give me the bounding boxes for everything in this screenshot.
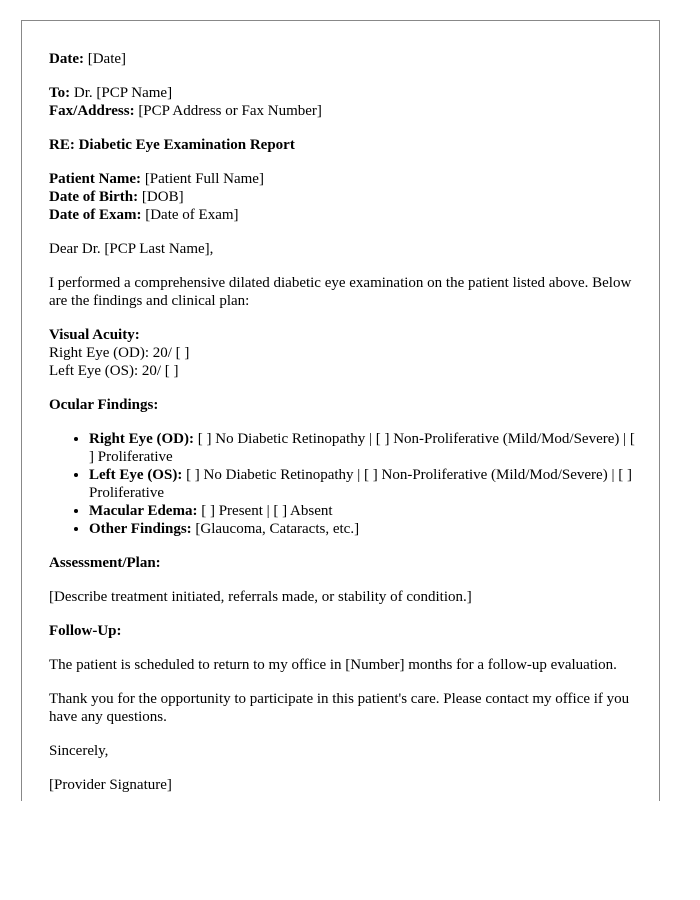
- finding-item-macular-edema: [89, 502, 639, 520]
- follow-up-heading: [49, 622, 639, 640]
- date-line: [49, 50, 639, 68]
- ocular-findings-title: Ocular Findings:: [49, 397, 159, 413]
- fax-value: [PCP Address or Fax Number]: [138, 103, 322, 119]
- finding-text: [ ] No Diabetic Retinopathy | [ ] Non-Proliferative (Mild/Mod/Severe) | [ ] Proliferative: [89, 467, 632, 501]
- finding-label: Right Eye (OD):: [89, 431, 194, 447]
- closing: Sincerely,: [49, 743, 109, 759]
- finding-text: [ ] Present | [ ] Absent: [201, 503, 333, 519]
- date-label: Date:: [49, 51, 84, 67]
- fax-label: Fax/Address:: [49, 103, 135, 119]
- assessment-text: [Describe treatment initiated, referrals made, or stability of condition.]: [49, 589, 472, 605]
- finding-item-right-eye: [89, 430, 639, 466]
- assessment-title: Assessment/Plan:: [49, 555, 161, 571]
- patient-block: [49, 170, 639, 224]
- salutation: Dear Dr. [PCP Last Name],: [49, 241, 214, 257]
- visual-acuity-heading: Visual Acuity:: [49, 327, 140, 343]
- recipient-block: [49, 84, 639, 120]
- to-label: To:: [49, 85, 71, 101]
- follow-up-title: Follow-Up:: [49, 623, 122, 639]
- exam-date-label: Date of Exam:: [49, 207, 142, 223]
- finding-text: [Glaucoma, Cataracts, etc.]: [195, 521, 360, 537]
- visual-acuity-left: Left Eye (OS): 20/ [ ]: [49, 363, 179, 379]
- visual-acuity-right: Right Eye (OD): 20/ [ ]: [49, 345, 190, 361]
- finding-item-other: [89, 520, 639, 538]
- thanks-paragraph: Thank you for the opportunity to participate in this patient's care. Please contact my office if you have any questions.: [49, 691, 630, 725]
- finding-label: Left Eye (OS):: [89, 467, 183, 483]
- letter-page: [21, 20, 660, 801]
- ocular-findings-heading: [49, 396, 639, 414]
- finding-item-left-eye: [89, 466, 639, 502]
- re-line: [49, 136, 639, 154]
- patient-name-value: [Patient Full Name]: [144, 171, 264, 187]
- re-heading: RE: Diabetic Eye Examination Report: [49, 137, 295, 153]
- finding-label: Other Findings:: [89, 521, 192, 537]
- to-value: Dr. [PCP Name]: [73, 85, 173, 101]
- finding-label: Macular Edema:: [89, 503, 198, 519]
- assessment-heading: [49, 554, 639, 572]
- patient-name-label: Patient Name:: [49, 171, 142, 187]
- visual-acuity-block: [49, 326, 639, 380]
- follow-up-text: The patient is scheduled to return to my office in [Number] months for a follow-up evaluation.: [49, 657, 617, 673]
- exam-date-value: [Date of Exam]: [145, 207, 239, 223]
- date-value: [Date]: [87, 51, 127, 67]
- letter-content: [49, 50, 639, 801]
- signature-line: [Provider Signature]: [49, 777, 172, 793]
- finding-text: [ ] No Diabetic Retinopathy | [ ] Non-Proliferative (Mild/Mod/Severe) | [ ] Proliferative: [89, 431, 635, 465]
- dob-label: Date of Birth:: [49, 189, 139, 205]
- dob-value: [DOB]: [141, 189, 184, 205]
- intro-paragraph: I performed a comprehensive dilated diabetic eye examination on the patient listed above. Below are the findings and clinical plan:: [49, 275, 632, 309]
- ocular-findings-list: [49, 430, 639, 538]
